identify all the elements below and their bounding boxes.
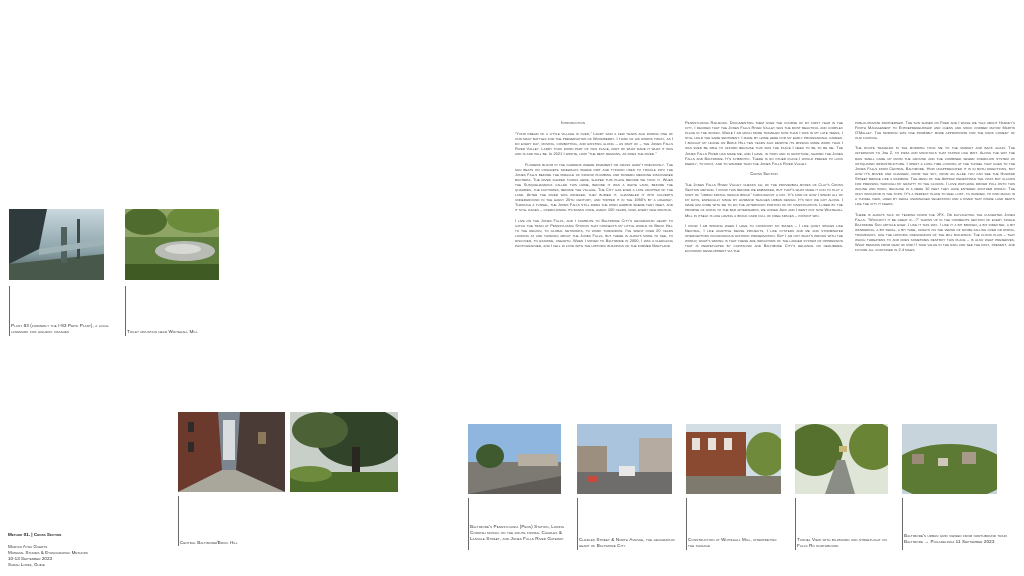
caption-rule <box>125 286 126 336</box>
instructor-name: Sarah Lopez, Guide <box>8 562 45 567</box>
essay-paragraph: public-private partnership. The sun shines on Fred and I while we talk about Harvey's Froth Management to Entrepreneurship and chess and mock former mayor Martin O'Malley. The morning was one probably more appropriate for the dark comedy of our looking. <box>855 120 1015 141</box>
caption-plant-83: Plant 83 (formerly the I-83 Pepsi Plant), a local landmark for highway crashes <box>11 323 110 334</box>
essay-paragraph: I live on the Jones Falls, and I commute to Baltimore City's geographic heart to catch the train at Pennsylvania Station that connects my little world of Brick Hill to the region, to global networks, to work tomorrow. I've spent over 20 years looking at and thinking about the Jones Falls, but there is always more to see, to discover, to examine, unearth. When I moved to Baltimore in 2000, I was a fledgling photographer, and I fell in love with the historic buildings of the former Maryland <box>515 217 673 248</box>
author-name: Maryan Ayra Guerts <box>8 544 48 549</box>
caption-rule <box>468 498 469 550</box>
photo-plant-83 <box>9 209 104 280</box>
photo-tunnel-view <box>795 424 888 494</box>
essay-heading-cross-section: Cross Section <box>750 170 778 176</box>
date-range: 10-13 September 2023 <box>8 556 53 561</box>
photo-charles-north-image <box>577 424 672 494</box>
photo-whitehall-construction-image <box>686 424 781 494</box>
photo-alley-image <box>178 412 285 492</box>
essay-column-1 <box>515 120 673 253</box>
caption-tunnel-view: Tunnel View with billboard and streetlight on Falls Rd northbound <box>797 537 887 548</box>
photo-whitehall-construction <box>686 424 781 494</box>
caption-rule <box>902 498 903 550</box>
photo-alley <box>178 412 285 492</box>
essay-column-3 <box>855 120 1015 257</box>
essay-paragraph: There is always talk of tearing down the JFX. Or daylighting the culverted Jones Falls. "Wouldn't it be great if...?" shows up in the comments section of every single Baltimore Sun article ever. I like it this way. I like it a bit broken, a bit directed, a bit wandering, a bit feral, a bit tame, always on the verge of maybe falling over or rising, triumphant, like the historic crescendos of the mill buildings. The flood plain – that which threatens to and does sometimes destroy this place – is also what preserves. What remains from fear of risk! I take value in the rain and see the past, present, and future all contained in 2.4 miles. <box>855 211 1015 253</box>
course-name: Material Studies & Ethnographic Methods <box>8 550 88 555</box>
photo-urban-grid-image <box>902 424 997 494</box>
essay-paragraph: "Your dream of a little village is over," Larry said a few years ago during one of our many battles for the preservation of Woodberry. I think of his words today, as I do every day, moving, combatting, and existing along – as part of – the Jones Falls River Valley. Larry took down part of this place, part of what made it what it was and is and will be. In 2021 I wrote, how "the rest remains, as does the river." <box>515 131 673 157</box>
photo-tunnel-view-image <box>795 424 888 494</box>
photo-toilet-mountain-image <box>125 209 219 280</box>
photo-charles-north <box>577 424 672 494</box>
photo-toilet-mountain <box>125 209 219 280</box>
caption-rule <box>577 498 578 550</box>
essay-column-2 <box>685 120 843 258</box>
caption-urban-grid: Baltimore's urban grid viewed from northbound train Baltimore → Philadelphia 11 September 2023 <box>904 533 1007 544</box>
essay-paragraph: Pennsylvania Railroad. Documenting them over the course of my first year in the city, I decided that the Jones Falls River Valley was the most beautiful and complex place in the world. While I am much more traveled now than I was in my late teens, I still hold the same sentiment. I made my home here for my early professional career. I bought my house on Brick Hill ten years ago despite its missing more work than I was ever be able to afford because this was the place I need to be to be me. The Jones Falls River has made me, and I have, in turn and in gratitude, shaped the Jones Falls and Baltimore. It's symbiotic. There is no other place I would prefer to look deeply, to root, and to wander than the Jones Falls River Valley. <box>685 120 843 166</box>
caption-rule <box>178 496 179 546</box>
caption-penn-station: Baltimore's Pennsylvania (Penn) Station, Loring Cornish mosaic on the route formal Charles & Lanvale Street, and Jones Falls River Gateway <box>470 524 565 541</box>
caption-rule <box>795 498 796 550</box>
essay-paragraph: The route traveled in the morning took me to the market and back again. The afternoon to Joe Z, to pizza and mocktails that tasted like mint. Along the way the rain smell came up from the ground and the combined sewer overflow system of antiquated infrastructure. I spent a long time looking at the tunnel that goes to the Jones Falls from Central Baltimore. How unappreciated it is in both directions, but how it's moved and changed, from the sky, from an allée you can see the Howard Street bridge like a rainbow. The mesh of the Amtrak pedestrian the vista but allows for pressing through my gravity to the clouds. I love watching driver pull onto this incline and panic, because in a mere 10 feet they have entered another world. The only indicator is the topo. It's a perfect place to feel lost, to wander, to find magic in a tunnel view, lined by feral unmanaged vegetation and a river that inside land rests like the city it feeds. <box>855 145 1015 207</box>
essay-heading-introduction: Introduction <box>561 120 585 125</box>
essay-paragraph: I know I am winning when I have to confront my biases – I like quiet spaces like Neutral, I like adaptive reuse projects, I like oysters and me and stormwater interceptors incongruous historic preservation. But I am not what's wrong with the world; what's wrong is that these are indicators of the larger system of oppression that is perpetuated by capitalism and Baltimore City's reliance on neoliberal economic development via the <box>685 222 843 254</box>
essay-paragraph: Flowers bloom in the gardens where pavement or grass hadn't previously. The sun beats on concrete sidewalks where dirt and typhoid used to trickle into the Jones Falls before the miracle of indoor plumbing and modern medicine discovered bacteria. The river shaped things here, shaped this place before we took it. When the Susquehannock called this home, before it was a white land, before the quarries, the factories, before the village. The City has ever a late adopter of the land. After the river was annexed, they buried it, channeled it into culverts underground in the early 20th century, and topped it in the 1950's by a highway. Through a tunnel, the Jones Falls still rides the open harbor where they meet, and it still rages – overflowing its banks once, every 100 years, now, every few months. <box>515 161 673 213</box>
credits-block <box>8 532 88 568</box>
caption-central-baltimore: Central Baltimore/Brick Hill <box>180 540 238 545</box>
photo-tree <box>290 412 398 492</box>
caption-toilet-mountain: Toilet mountain near Whitehall Mill <box>127 329 198 334</box>
photo-penn-station-image <box>468 424 561 494</box>
photo-tree-image <box>290 412 398 492</box>
caption-whitehall-construction: Construction at Whitehall Mill, interpreting the signage <box>688 537 777 548</box>
photo-penn-station <box>468 424 561 494</box>
caption-rule <box>9 286 10 336</box>
photo-plant-83-image <box>9 209 104 280</box>
caption-charles-north: Charles Street & North Avenue, the geographic heart of Baltimore City <box>579 537 675 548</box>
essay-paragraph: The Jones Falls River Valley checks all of the proverbial boxes of Clay's Cross Section method. I know this before we embarked, but that's what made it fun to play a sort of "urban spatial design bingo" throughout a day. It's kind of how I spend all of my days, especially since my husband teaches urban design. It's why we got along. I made him come with me to do the afternoon portion of my investigation. Lured by the promise of going to the bar afterwards, we joined Jeff and I went out now Whitehall Mill in itself is like having a bingo card full of free spaces – instant win. <box>685 181 843 218</box>
photo-urban-grid <box>902 424 997 494</box>
caption-rule <box>686 498 687 550</box>
method-title: Method 01. | Cross Section <box>8 532 62 537</box>
